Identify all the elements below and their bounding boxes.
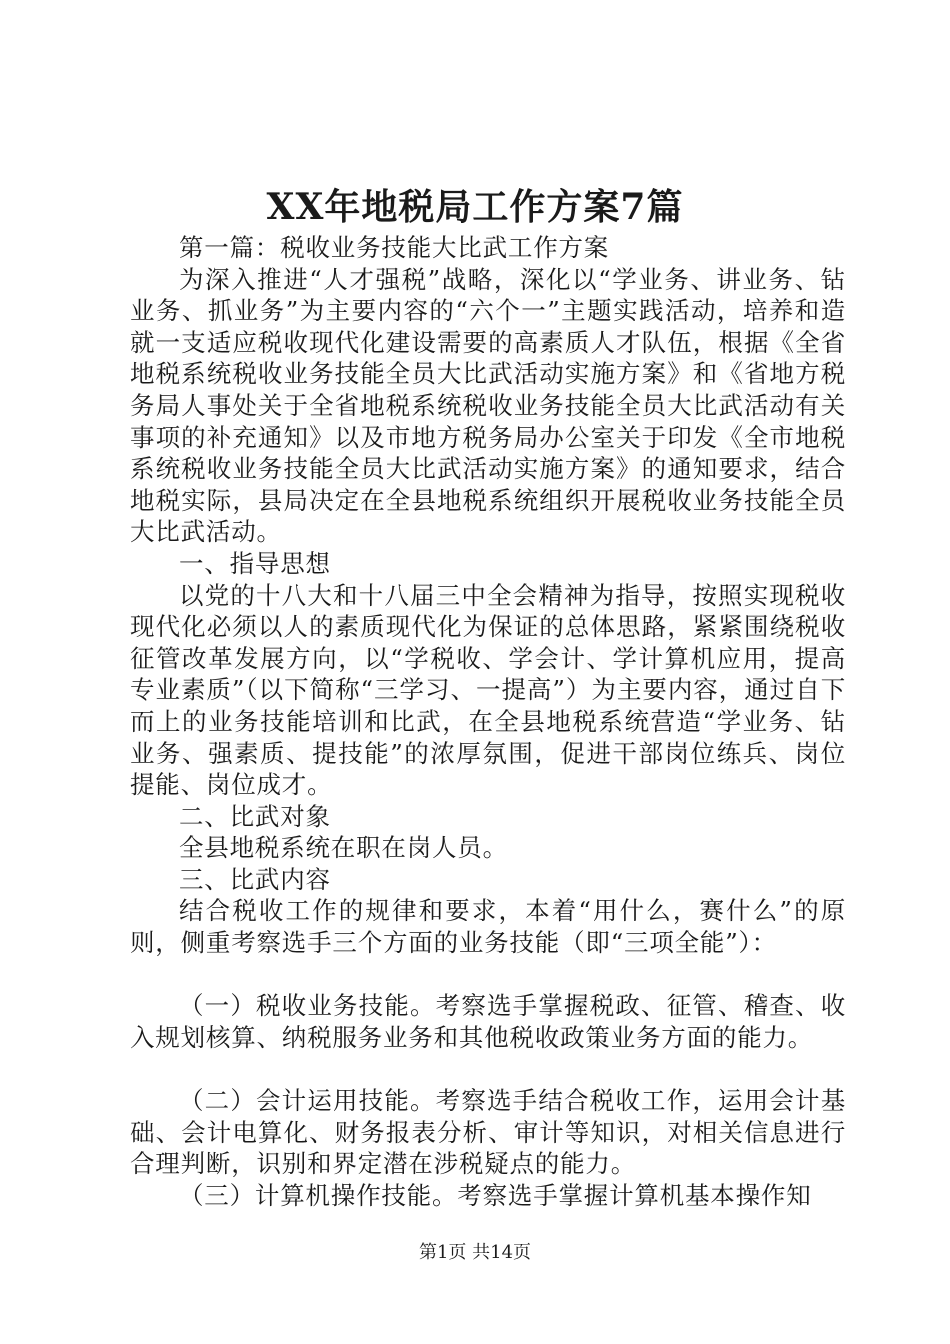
document-body (130, 232, 846, 1211)
page-footer: 第1页 共14页 (418, 1242, 532, 1263)
content-item-accounting-skills: （二）会计运用技能。考察选手结合税收工作，运用会计基础、会计电算化、财务报表分析、审计等知识，对相关信息进行合理判断，识别和界定潜在涉税疑点的能力。 (130, 1086, 846, 1179)
participants-paragraph: 全县地税系统在职在岗人员。 (179, 833, 508, 863)
section-heading-participants: 二、比武对象 (179, 801, 331, 831)
document-title: XX年地税局工作方案7篇 (266, 186, 684, 228)
chapter-heading: 第一篇：税收业务技能大比武工作方案 (179, 233, 610, 262)
guiding-thought-paragraph: 以党的十八大和十八届三中全会精神为指导，按照实现税收现代化必须以人的素质现代化为保证的总体思路，紧紧围绕税收征管改革发展方向，以“学税收、学会计、学计算机应用，提高专业素质”（以下简称“三学习、一提高”）为主要内容，通过自下而上的业务技能培训和比武，在全县地税系统营造“学业务、钻业务、强素质、提技能”的浓厚氛围，促进干部岗位练兵、岗位提能、岗位成才。 (130, 580, 847, 800)
content-item-tax-skills: （一）税收业务技能。考察选手掌握税政、征管、稽查、收入规划核算、纳税服务业务和其他税收政策业务方面的能力。 (130, 991, 846, 1052)
section-heading-content: 三、比武内容 (179, 864, 331, 894)
content-item-computer-skills: （三）计算机操作技能。考察选手掌握计算机基本操作知 (179, 1180, 812, 1210)
section-heading-guiding-thought: 一、指导思想 (179, 548, 331, 578)
content-paragraph: 结合税收工作的规律和要求，本着“用什么，赛什么”的原则，侧重考察选手三个方面的业务技能（即“三项全能”）： (130, 896, 846, 958)
intro-paragraph: 为深入推进“人才强税”战略，深化以“学业务、讲业务、钻业务、抓业务”为主要内容的“六个一”主题实践活动，培养和造就一支适应税收现代化建设需要的高素质人才队伍，根据《全省地税系统税收业务技能全员大比武活动实施方案》和《省地方税务局人事处关于全省地税系统税收业务技能全员大比武活动有关事项的补充通知》以及市地方税务局办公室关于印发《全市地税系统税收业务技能全员大比武活动实施方案》的通知要求，结合地税实际，县局决定在全县地税系统组织开展税收业务技能全员大比武活动。 (130, 264, 846, 547)
